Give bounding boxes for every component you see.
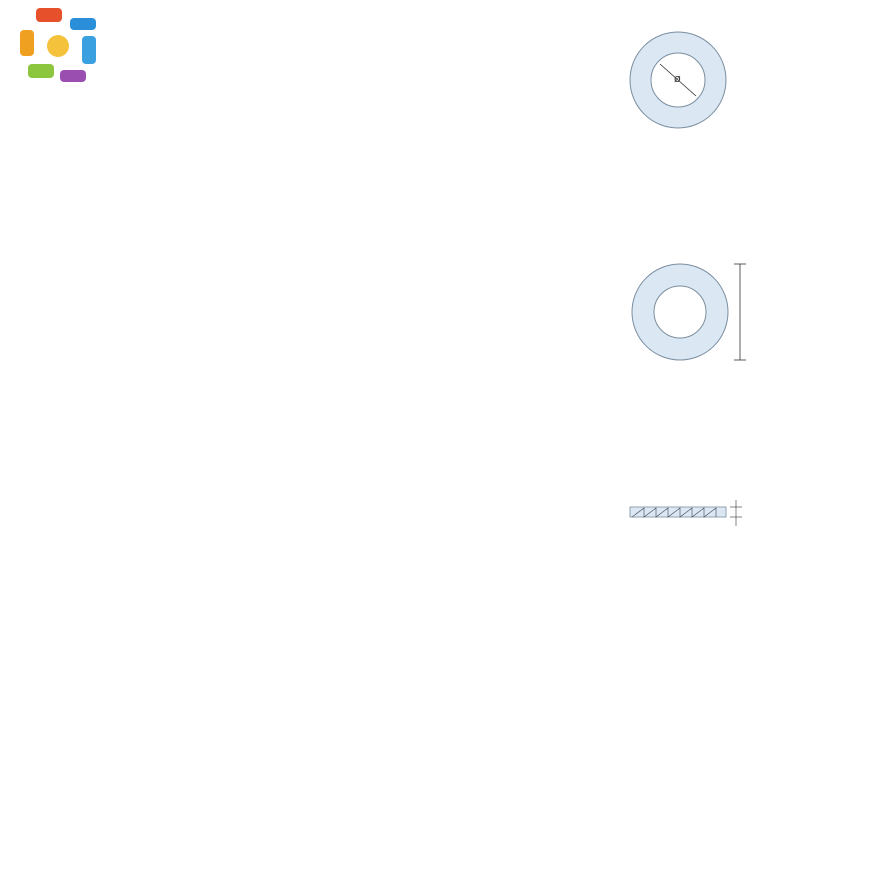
- inner-diameter-diagram: [626, 28, 730, 132]
- outer-diameter-diagram: [628, 260, 768, 364]
- svg-text:ø: ø: [674, 72, 681, 85]
- thickness-diagram: [628, 500, 758, 530]
- logo-icon: [20, 8, 100, 86]
